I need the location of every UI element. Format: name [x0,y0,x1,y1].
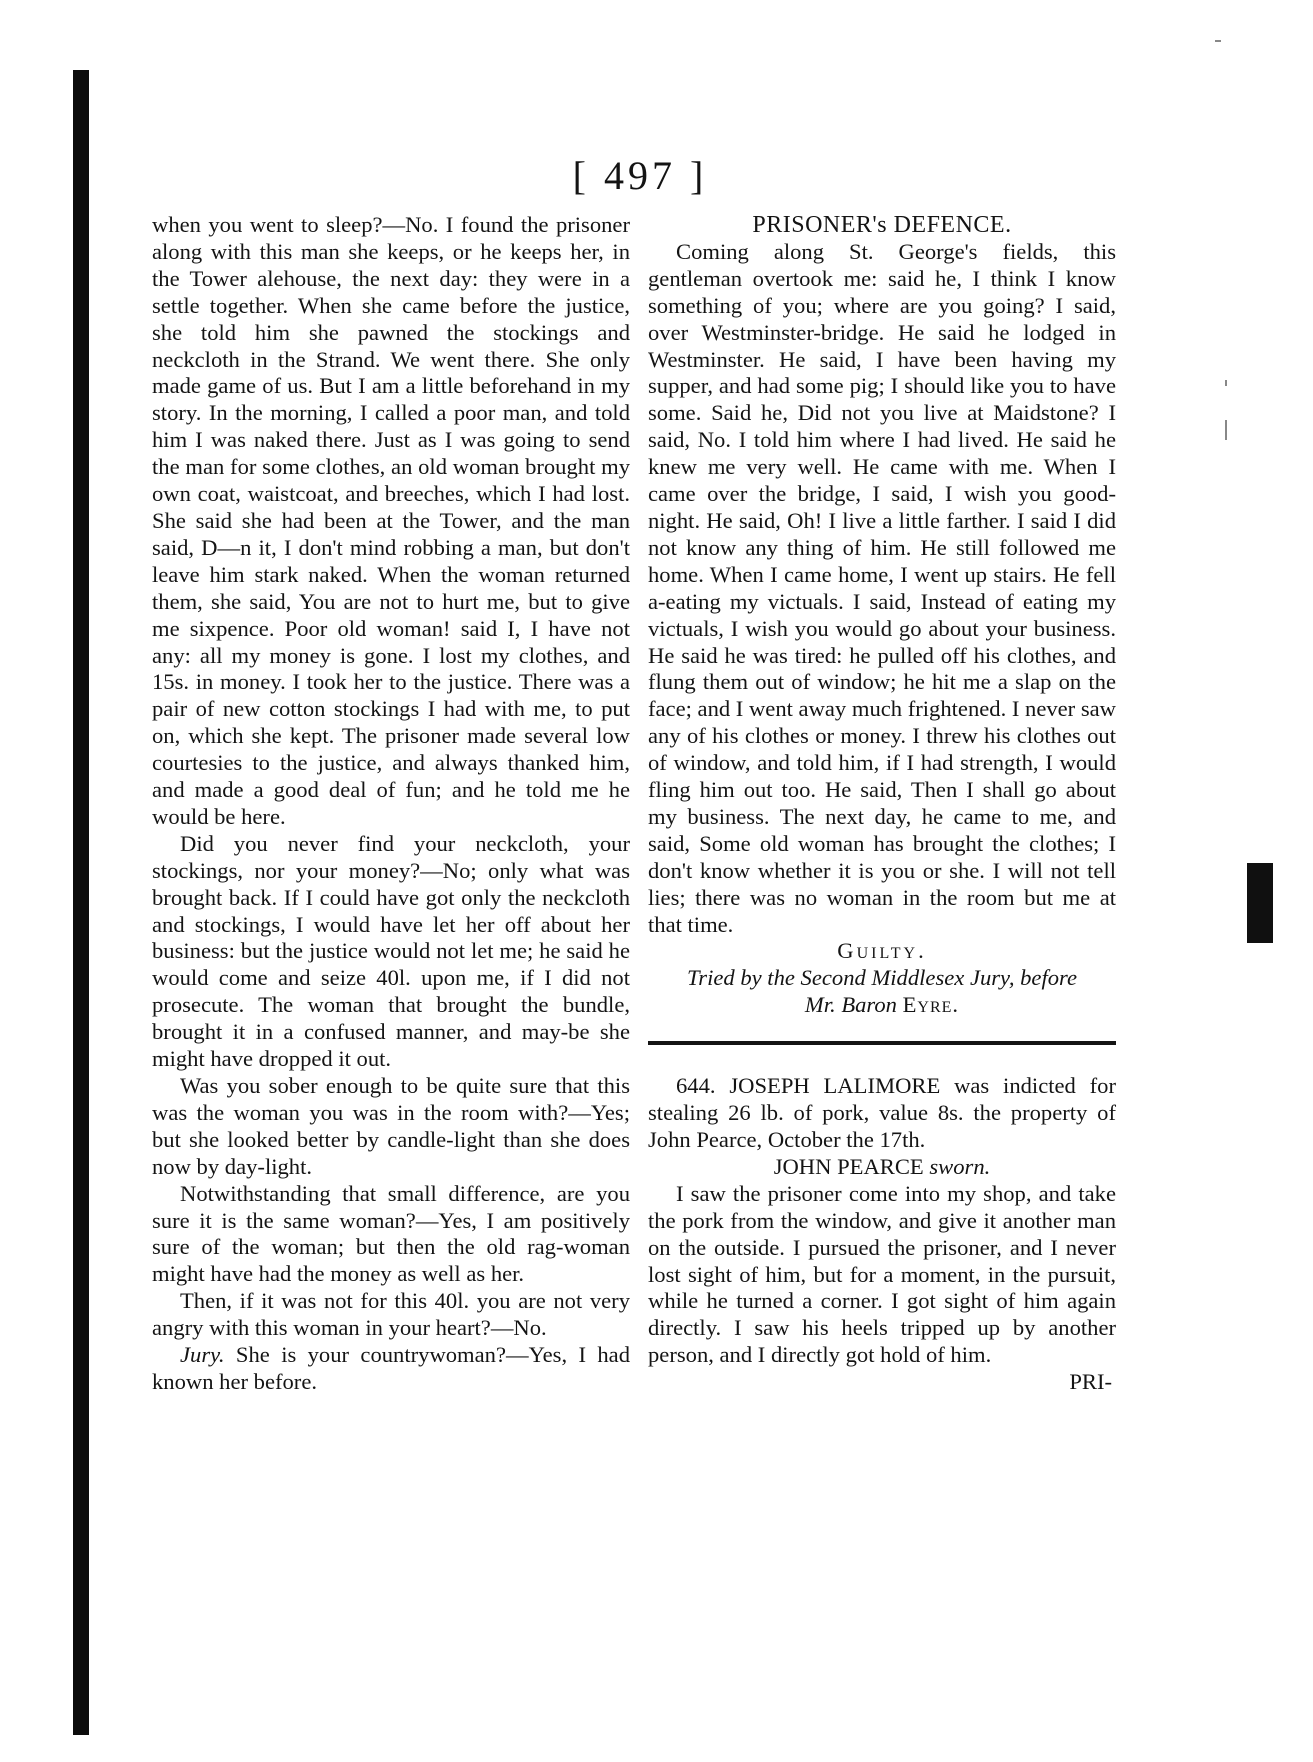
scan-speck [1215,40,1221,42]
scan-edge-mark [1247,863,1273,943]
page-number: [ 497 ] [572,153,708,198]
testimony-paragraph: Did you never find your neckcloth, your stockings, nor your money?—No; only what was brought back. If I could have got only the neckcloth and stockings, I would have let her off about her business: but the justice would not let me; he said he would come and seize 40l. upon me, if I did not prosecute. The woman that brought the bundle, brought it in a confused manner, and may-be she might have dropped it out. [152,830,630,1072]
left-column [152,212,630,1396]
case-indictment: 644. JOSEPH LALIMORE was indicted for stealing 26 lb. of pork, value 8s. the property of John Pearce, October the 17th. [648,1073,1116,1152]
jury-question [152,1342,630,1396]
defence-text: Coming along St. George's fields, this gentleman overtook me: said he, I think I know something of you; where are you going? I said, over Westminster-bridge. He said he lodged in Westminster. He said, I have been having my supper, and had some pig; I should like you to have some. Said he, Did not you live at Maidstone? I said, No. I told him where I had lived. He said he knew me very well. He came with me. When I came over the bridge, I said, I wish you good-night. He said, Oh! I live a little farther. I said I did not know any thing of him. He still followed me home. When I came home, I went up stairs. He fell a-eating my victuals. I said, Instead of eating my victuals, I wish you would go about your business. He said he was tired: he pulled off his clothes, and flung them out of window; he hit me a slap on the face; and I went away much frightened. I never saw any of his clothes or money. I threw his clothes out of window, and told him, if I had strength, I would fling him out too. He said, Then I shall go about my business. The next day, he came to me, and said, Some old woman has brought the clothes; I don't know whether it is you or she. I will not tell lies; there was no woman in the room but me at that time. [648,238,1116,937]
right-column [648,212,1116,1396]
section-rule [648,1041,1116,1045]
judge-prefix: Mr. Baron [804,992,903,1018]
defence-heading: PRISONER's DEFENCE. [752,212,1012,238]
witness-testimony: I saw the prisoner come into my shop, and take the pork from the window, and give it another man on the outside. I pursued the prisoner, and I never lost sight of him, but for a moment, in the pursuit, while he turned a corner. I got sight of him again directly. I saw his heels tripped up by another person, and I directly got hold of him. [648,1180,1116,1368]
witness-heading [648,1154,1116,1181]
jury-text: She is your countrywoman?—Yes, I had known her before. [152,1342,630,1394]
judge-line [648,992,1116,1019]
testimony-paragraph: Was you sober enough to be quite sure that this was the woman you was in the room with?—Yes; but she looked better by candle-light than she does now by day-light. [152,1073,630,1179]
verdict: Guilty. [837,938,927,964]
scan-speck [1225,420,1227,440]
testimony-paragraph: Then, if it was not for this 40l. you are not very angry with this woman in your heart?—No. [152,1288,630,1341]
testimony-paragraph: when you went to sleep?—No. I found the prisoner along with this man she keeps, or he keeps her, in the Tower alehouse, the next day: they were in a settle together. When she came before the justice, she told him she pawned the stockings and neckcloth in the Strand. We went there. She only made game of us. But I am a little beforehand in my story. In the morning, I called a poor man, and told him I was naked there. Just as I was going to send the man for some clothes, an old woman brought my own coat, waistcoat, and breeches, which I had lost. She said she had been at the Tower, and the man said, D—n it, I don't mind robbing a man, but don't leave him stark naked. When the woman returned them, she said, You are not to hurt me, but to give me sixpence. Poor old woman! said I, I have not any: all my money is gone. I lost my clothes, and 15s. in money. I took her to the justice. There was a pair of new cotton stockings I had with me, to put on, which she kept. The prisoner made several low courtesies to the justice, and always thanked him, and made a good deal of fun; and he told me he would be here. [152,212,630,829]
tried-before-line: Tried by the Second Middlesex Jury, before [686,965,1078,991]
jury-label: Jury. [180,1342,225,1368]
judge-name: Eyre. [902,992,960,1018]
witness-name: JOHN PEARCE [773,1153,930,1179]
witness-sworn: sworn. [929,1153,991,1179]
scan-binding-shadow [73,70,89,1735]
scan-speck [1225,380,1227,386]
catchword: PRI- [1069,1369,1112,1395]
testimony-paragraph: Notwithstanding that small difference, are you sure it is the same woman?—Yes, I am positively sure of the woman; but then the old rag-woman might have had the money as well as her. [152,1180,630,1287]
